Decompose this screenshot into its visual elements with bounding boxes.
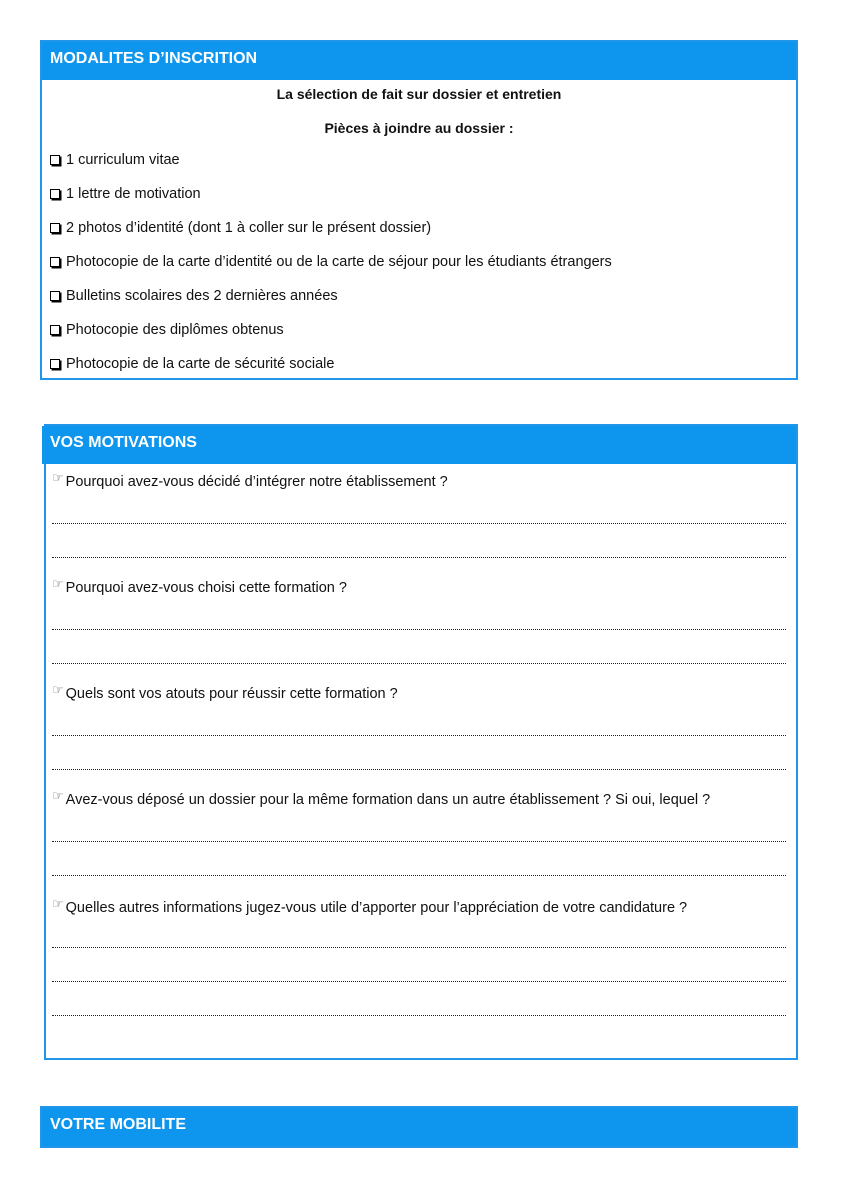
mobilite-section bbox=[40, 1106, 798, 1148]
selection-note: La sélection de fait sur dossier et entretien bbox=[276, 86, 562, 102]
document-item-label: 1 curriculum vitae bbox=[66, 152, 180, 168]
answer-line[interactable] bbox=[52, 620, 786, 630]
question-text: Quelles autres informations jugez-vous utile d’apporter pour l’appréciation de votre candidature ? bbox=[65, 900, 688, 916]
document-item bbox=[50, 322, 284, 338]
pointing-hand-icon: ☞ bbox=[52, 470, 64, 485]
question bbox=[52, 470, 448, 490]
mobilite-header: VOTRE MOBILITE bbox=[42, 1108, 796, 1146]
motivations-header: VOS MOTIVATIONS bbox=[42, 426, 796, 464]
checkbox-icon[interactable] bbox=[50, 291, 60, 301]
question-text: Pourquoi avez-vous choisi cette formation ? bbox=[65, 580, 347, 596]
answer-line[interactable] bbox=[52, 972, 786, 982]
pointing-hand-icon: ☞ bbox=[52, 896, 64, 911]
document-item bbox=[50, 220, 431, 236]
question-text: Quels sont vos atouts pour réussir cette formation ? bbox=[65, 686, 398, 702]
question bbox=[52, 682, 398, 702]
document-item bbox=[50, 152, 180, 168]
checkbox-icon[interactable] bbox=[50, 155, 60, 165]
checkbox-icon[interactable] bbox=[50, 257, 60, 267]
document-item-label: Photocopie des diplômes obtenus bbox=[66, 322, 284, 338]
checkbox-icon[interactable] bbox=[50, 325, 60, 335]
answer-line[interactable] bbox=[52, 514, 786, 524]
answer-line[interactable] bbox=[52, 726, 786, 736]
question bbox=[52, 896, 688, 916]
document-item-label: Bulletins scolaires des 2 dernières années bbox=[66, 288, 338, 304]
answer-line[interactable] bbox=[52, 760, 786, 770]
answer-line[interactable] bbox=[52, 548, 786, 558]
checkbox-icon[interactable] bbox=[50, 223, 60, 233]
inscription-section bbox=[40, 40, 798, 380]
checkbox-icon[interactable] bbox=[50, 189, 60, 199]
motivations-section bbox=[44, 424, 798, 1060]
question-text: Avez-vous déposé un dossier pour la même formation dans un autre établissement ? Si oui, lequel ? bbox=[65, 792, 711, 808]
document-item bbox=[50, 288, 338, 304]
documents-title: Pièces à joindre au dossier : bbox=[324, 120, 514, 136]
answer-line[interactable] bbox=[52, 654, 786, 664]
question bbox=[52, 788, 711, 808]
pointing-hand-icon: ☞ bbox=[52, 682, 64, 697]
document-item bbox=[50, 254, 612, 270]
pointing-hand-icon: ☞ bbox=[52, 788, 64, 803]
inscription-header: MODALITES D’INSCRITION bbox=[42, 42, 796, 80]
answer-line[interactable] bbox=[52, 1006, 786, 1016]
question bbox=[52, 576, 347, 596]
answer-line[interactable] bbox=[52, 938, 786, 948]
pointing-hand-icon: ☞ bbox=[52, 576, 64, 591]
document-item-label: Photocopie de la carte d’identité ou de la carte de séjour pour les étudiants étrangers bbox=[66, 254, 612, 270]
document-item-label: 2 photos d’identité (dont 1 à coller sur le présent dossier) bbox=[66, 220, 432, 236]
document-item-label: Photocopie de la carte de sécurité sociale bbox=[66, 356, 335, 372]
document-item bbox=[50, 356, 334, 372]
document-item bbox=[50, 186, 201, 202]
question-text: Pourquoi avez-vous décidé d’intégrer notre établissement ? bbox=[65, 474, 448, 490]
checkbox-icon[interactable] bbox=[50, 359, 60, 369]
document-item-label: 1 lettre de motivation bbox=[66, 186, 201, 202]
answer-line[interactable] bbox=[52, 866, 786, 876]
answer-line[interactable] bbox=[52, 832, 786, 842]
